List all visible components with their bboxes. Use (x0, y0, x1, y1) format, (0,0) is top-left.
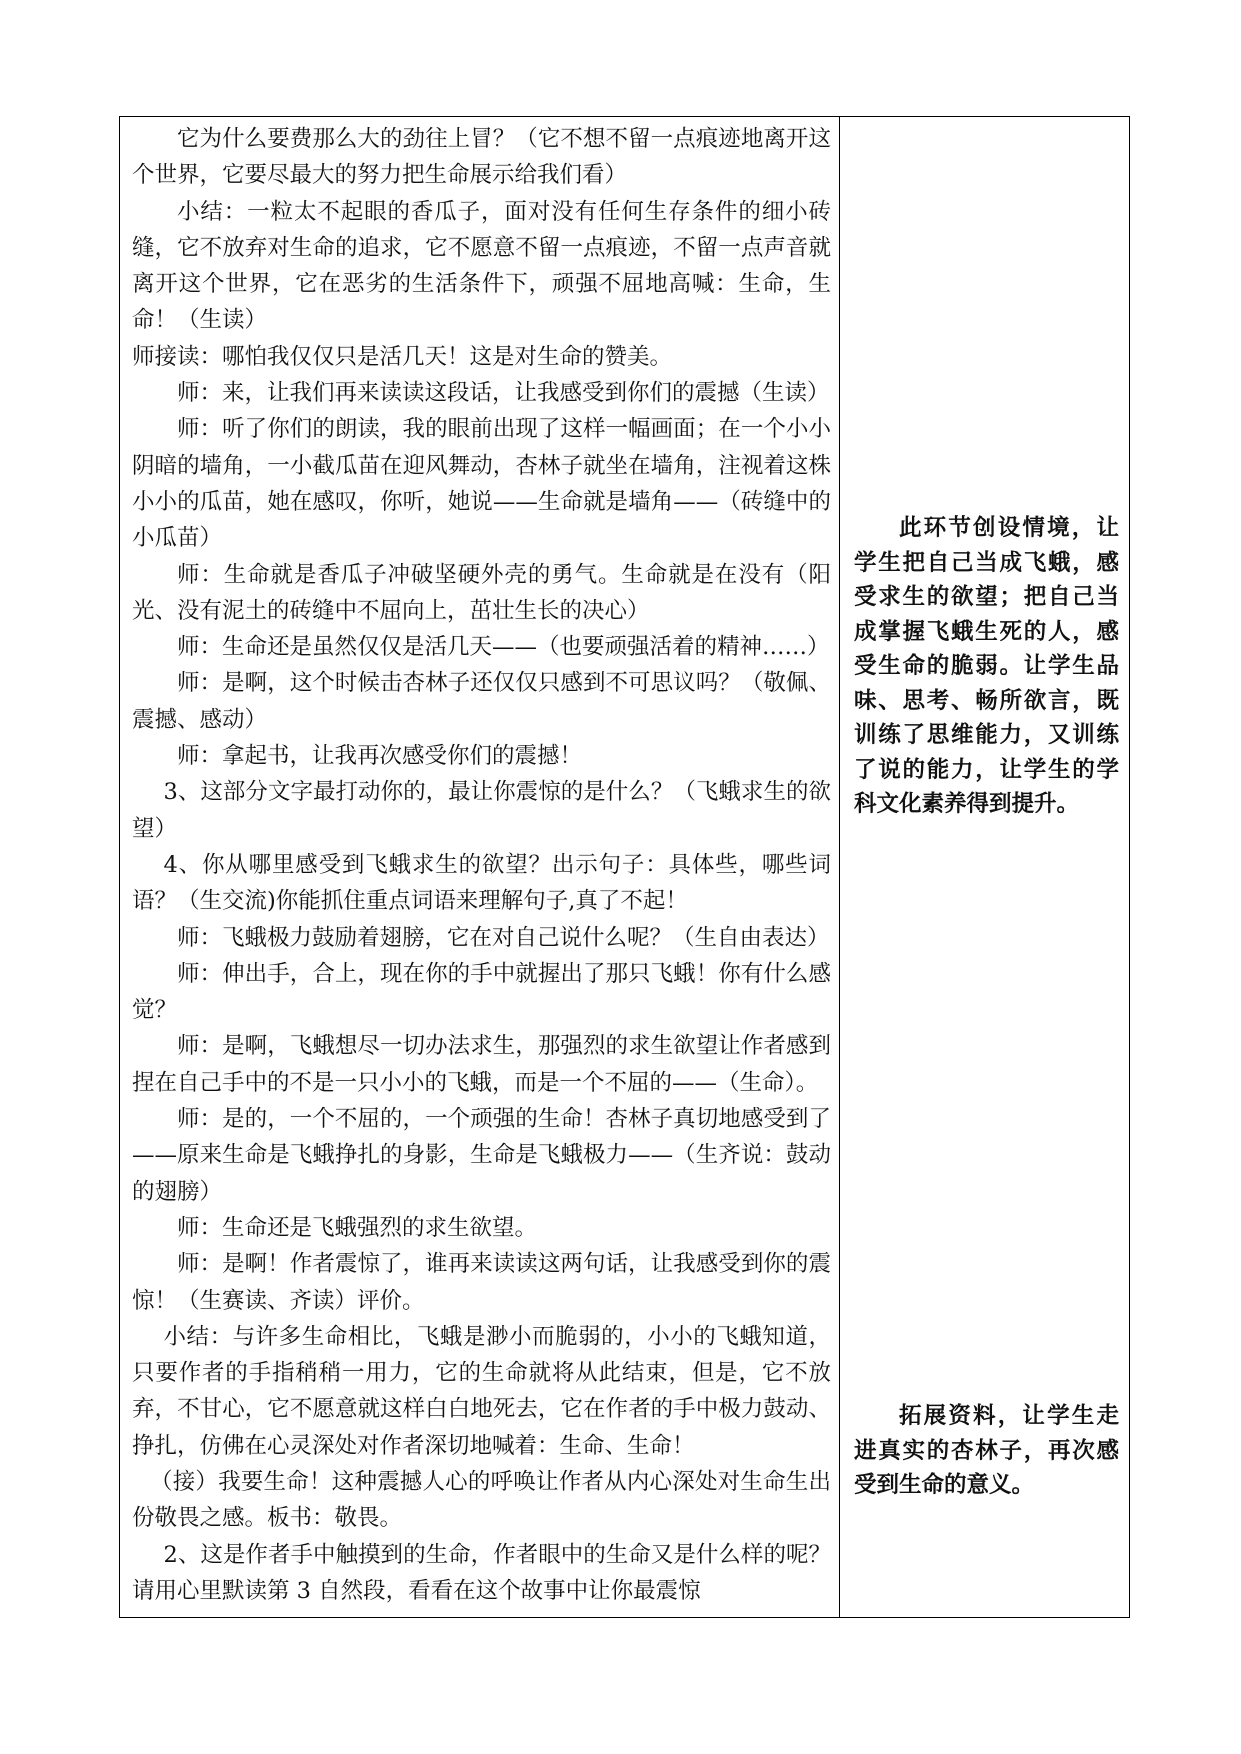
lesson-paragraph: 小结：与许多生命相比，飞蛾是渺小而脆弱的，小小的飞蛾知道，只要作者的手指稍稍一用力，它的生命就将从此结束，但是，它不放弃，不甘心，它不愿意就这样白白地死去，它在作者的手中极力鼓动、挣扎，仿佛在心灵深处对作者深切地喊着：生命、生命！ (132, 1323, 831, 1459)
lesson-paragraph: 师：飞蛾极力鼓励着翅膀，它在对自己说什么呢？（生自由表达） (177, 924, 830, 951)
lesson-paragraph: 小结：一粒太不起眼的香瓜子，面对没有任何生存条件的细小砖缝，它不放弃对生命的追求，它不愿意不留一点痕迹，不留一点声音就离开这个世界，它在恶劣的生活条件下，顽强不屈地高喊：生命，生命！（生读） (132, 198, 831, 334)
lesson-paragraph: 师：是啊！作者震惊了，谁再来读读这两句话，让我感受到你的震惊！（生赛读、齐读）评价。 (132, 1251, 831, 1314)
design-note-situation: 此环节创设情境，让学生把自己当成飞蛾，感受求生的欲望；把自己当成掌握飞蛾生死的人，感受生命的脆弱。让学生品味、思考、畅所欲言，既训练了思维能力，又训练了说的能力，让学生的学科文化素养得到提升。 (854, 515, 1119, 817)
lesson-paragraph: 师：是啊，这个时候击杏林子还仅仅只感到不可思议吗？（敬佩、震撼、感动） (132, 670, 831, 733)
lesson-paragraph: （接）我要生命！这种震撼人心的呼唤让作者从内心深处对生命生出份敬畏之感。板书：敬畏。 (132, 1468, 831, 1532)
lesson-paragraph: 师：伸出手，合上，现在你的手中就握出了那只飞蛾！你有什么感觉？ (132, 960, 831, 1024)
design-note-extension: 拓展资料，让学生走进真实的杏林子，再次感受到生命的意义。 (854, 1403, 1119, 1498)
lesson-table (119, 116, 1130, 1618)
lesson-paragraph: 4、你从哪里感受到飞蛾求生的欲望？出示句子：具体些，哪些词语？（生交流)你能抓住重点词语来理解句子,真了不起！ (132, 851, 831, 915)
lesson-paragraph: 师：生命还是虽然仅仅是活几天——（也要顽强活着的精神……） (177, 634, 830, 661)
design-notes-column (840, 117, 1129, 1617)
lesson-paragraph: 师：拿起书，让我再次感受你们的震撼！ (177, 743, 583, 770)
lesson-paragraph: 师：听了你们的朗读，我的眼前出现了这样一幅画面；在一个小小阴暗的墙角，一小截瓜苗在迎风舞动，杏林子就坐在墙角，注视着这株小小的瓜苗，她在感叹，你听，她说——生命就是墙角——（砖缝中的小瓜苗） (132, 416, 831, 552)
lesson-paragraph: 师：是啊，飞蛾想尽一切办法求生，那强烈的求生欲望让作者感到捏在自己手中的不是一只小小的飞蛾，而是一个不屈的——（生命）。 (132, 1033, 831, 1096)
lesson-paragraph: 师接读：哪怕我仅仅只是活几天！这是对生命的赞美。 (132, 343, 673, 370)
lesson-paragraph: 师：是的，一个不屈的，一个顽强的生命！杏林子真切地感受到了——原来生命是飞蛾挣扎的身影，生命是飞蛾极力——（生齐说：鼓动的翅膀） (132, 1106, 831, 1205)
lesson-content-column (120, 117, 840, 1617)
lesson-paragraph: 师：生命还是飞蛾强烈的求生欲望。 (177, 1214, 538, 1241)
lesson-paragraph: 师：生命就是香瓜子冲破坚硬外壳的勇气。生命就是在没有（阳光、没有泥土的砖缝中不屈向上，茁壮生长的决心） (132, 561, 831, 624)
lesson-paragraph: 师：来，让我们再来读读这段话，让我感受到你们的震撼（生读） (177, 380, 830, 407)
lesson-paragraph: 它为什么要费那么大的劲往上冒？（它不想不留一点痕迹地离开这个世界，它要尽最大的努力把生命展示给我们看） (132, 126, 831, 189)
lesson-paragraph: 2、这是作者手中触摸到的生命，作者眼中的生命又是什么样的呢？请用心里默读第 3 自然段，看看在这个故事中让你最震惊 (132, 1541, 831, 1604)
lesson-paragraph: 3、这部分文字最打动你的，最让你震惊的是什么？（飞蛾求生的欲望） (132, 779, 831, 842)
